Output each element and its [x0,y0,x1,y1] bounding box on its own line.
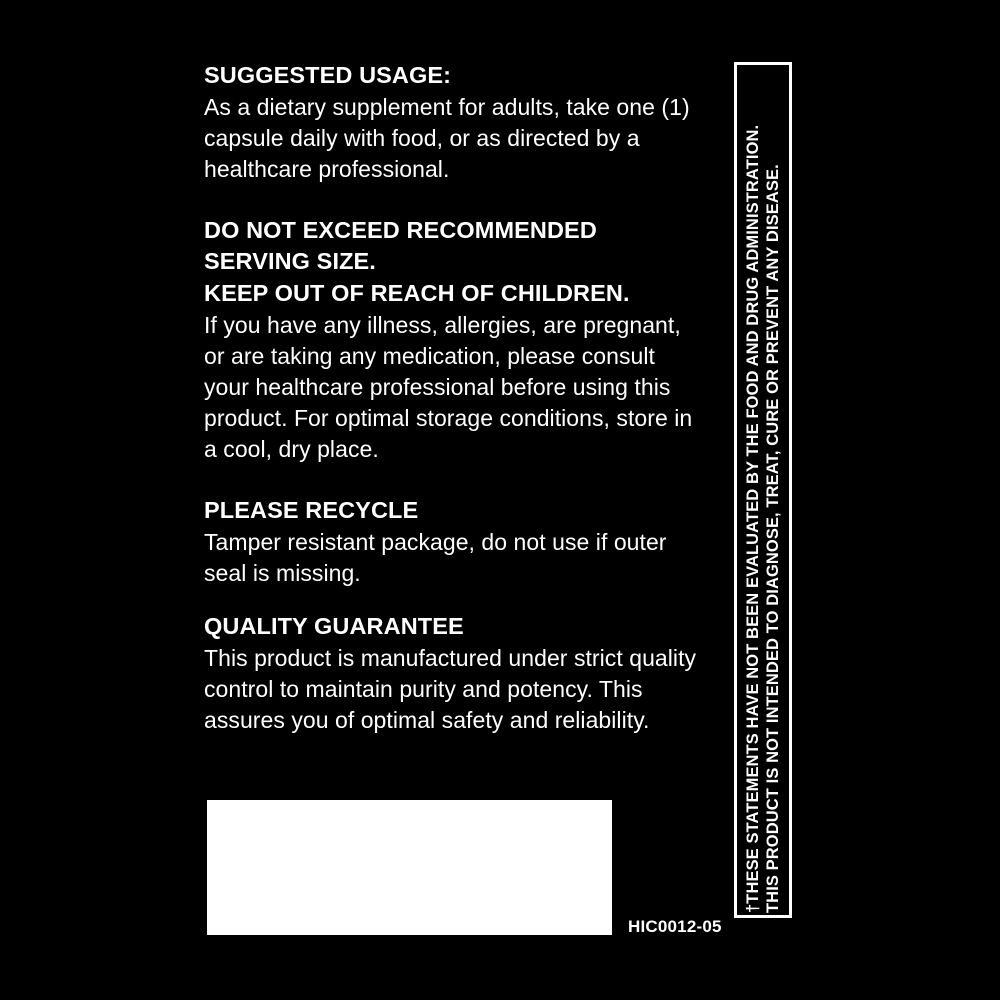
warning-body: If you have any illness, allergies, are pregnant, or are taking any medication, please consult your healthcare professional before using this product. For optimal storage conditions, store in a cool, dry place. [204,312,693,462]
warning-section [204,215,704,465]
fda-disclaimer-line-2: THIS PRODUCT IS NOT INTENDED TO DIAGNOSE, TREAT, CURE OR PREVENT ANY DISEASE. [764,164,782,913]
label-text-column [204,60,704,736]
quality-guarantee-body: This product is manufactured under strict quality control to maintain purity and potency. This assures you of optimal safety and reliability. [204,645,697,733]
suggested-usage-heading: SUGGESTED USAGE: [204,62,452,88]
label-code-text: HIC0012-05 [628,917,722,936]
barcode-placeholder-box [207,800,612,935]
fda-disclaimer-line-1: †THESE STATEMENTS HAVE NOT BEEN EVALUATED BY THE FOOD AND DRUG ADMINISTRATION. [744,124,762,913]
suggested-usage-section [204,60,704,185]
recycle-section [204,495,704,589]
recycle-body: Tamper resistant package, do not use if outer seal is missing. [204,529,667,586]
suggested-usage-body: As a dietary supplement for adults, take one (1) capsule daily with food, or as directed by a healthcare professional. [204,94,690,182]
recycle-heading: PLEASE RECYCLE [204,497,419,523]
warning-heading-line-1: DO NOT EXCEED RECOMMENDED SERVING SIZE. [204,217,597,274]
quality-guarantee-section [204,611,704,736]
quality-guarantee-heading: QUALITY GUARANTEE [204,613,464,639]
fda-disclaimer-text [737,65,789,915]
fda-disclaimer-box [734,62,792,918]
warning-heading-line-2: KEEP OUT OF REACH OF CHILDREN. [204,280,630,306]
